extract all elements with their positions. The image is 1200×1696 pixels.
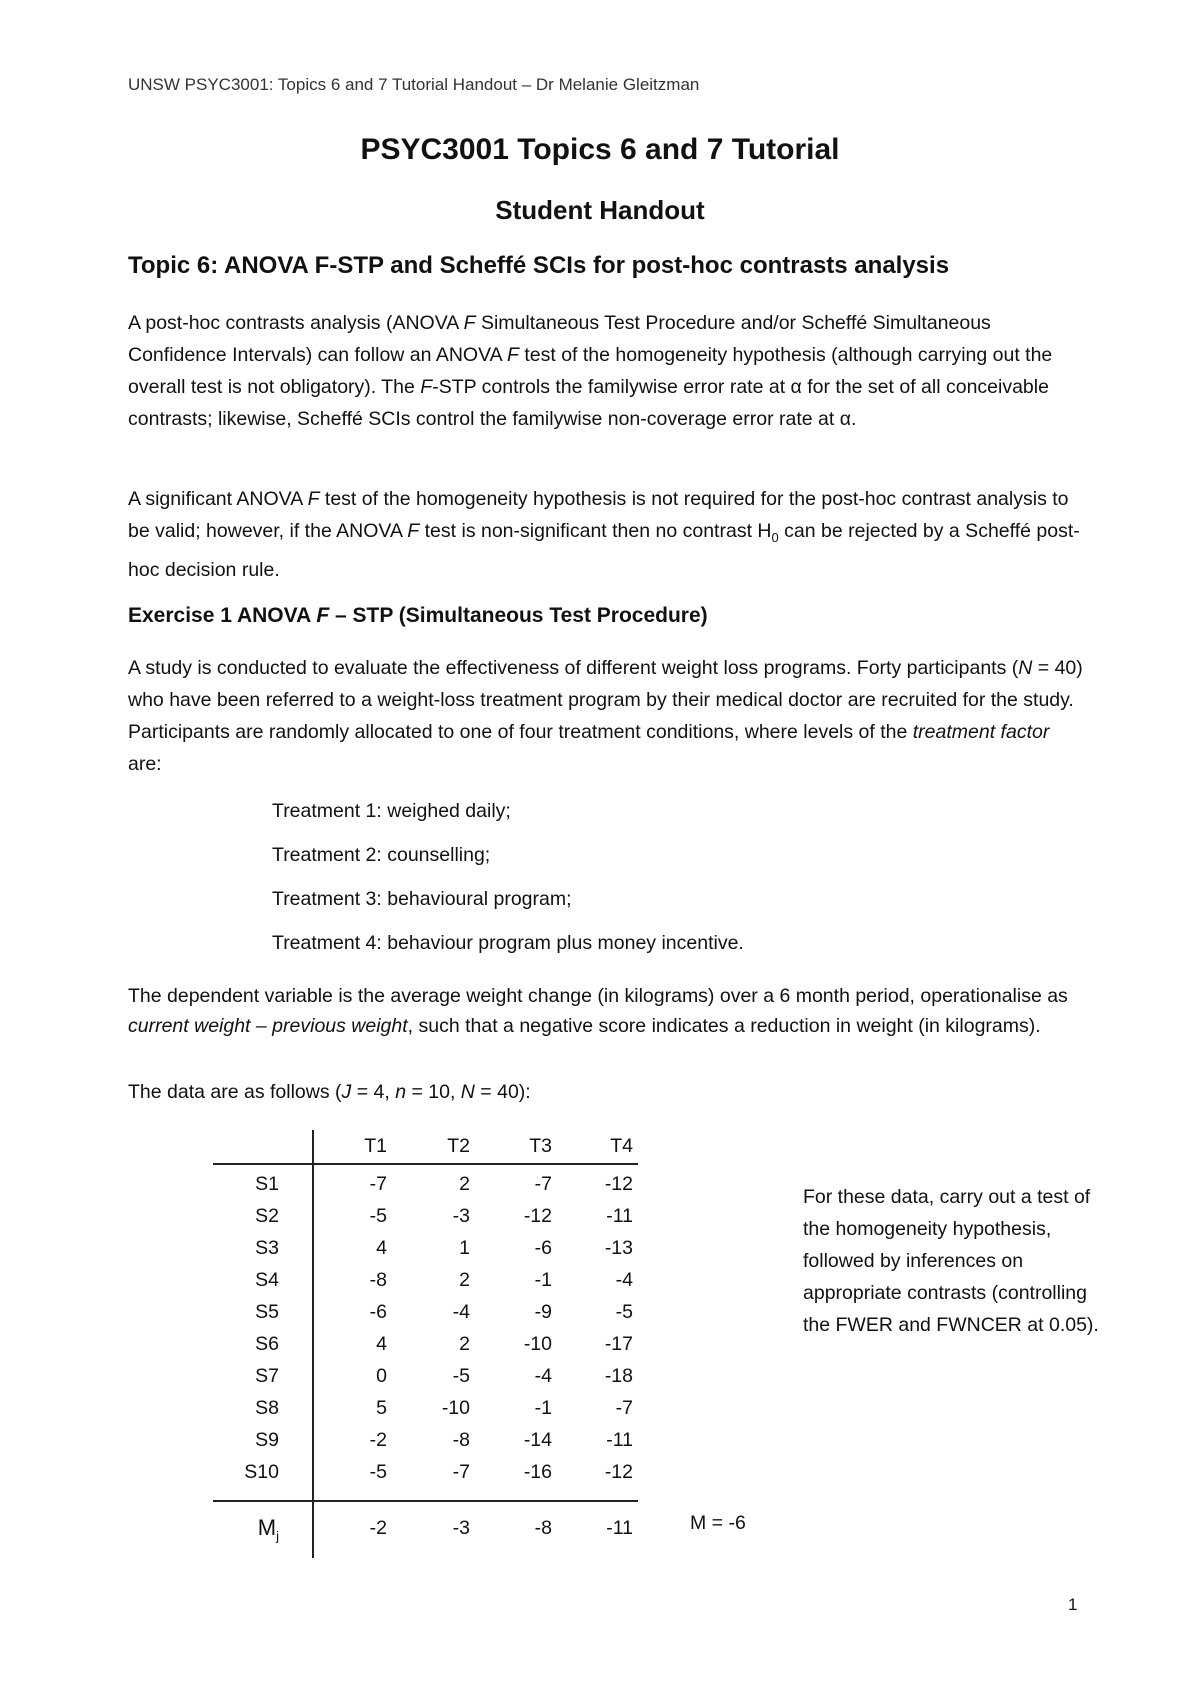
table-cell: -18 bbox=[604, 1365, 633, 1387]
table-cell: 5 bbox=[376, 1397, 387, 1419]
mean-cell: -3 bbox=[452, 1517, 470, 1539]
table-cell: -7 bbox=[615, 1397, 633, 1419]
table-cell: -4 bbox=[615, 1269, 633, 1291]
row-label: S5 bbox=[255, 1301, 279, 1323]
table-cell: 4 bbox=[376, 1333, 387, 1355]
table-cell: -1 bbox=[534, 1269, 552, 1291]
table-cell: -10 bbox=[523, 1333, 552, 1355]
table-means-rule bbox=[213, 1500, 638, 1502]
treatment-4: Treatment 4: behaviour program plus money incentive. bbox=[272, 932, 744, 954]
row-label: S6 bbox=[255, 1333, 279, 1355]
exercise1-heading: Exercise 1 ANOVA F – STP (Simultaneous Test Procedure) bbox=[128, 604, 708, 627]
table-cell: -9 bbox=[534, 1301, 552, 1323]
table-cell: 0 bbox=[376, 1365, 387, 1387]
row-label: S3 bbox=[255, 1237, 279, 1259]
table-cell: -17 bbox=[604, 1333, 633, 1355]
table-cell: -7 bbox=[452, 1461, 470, 1483]
document-subtitle: Student Handout bbox=[495, 195, 705, 225]
mean-cell: -8 bbox=[534, 1517, 552, 1539]
study-paragraph: A study is conducted to evaluate the effectiveness of different weight loss programs. Forty participants (N = 40) who have been referred to a weight-loss treatment program by their medical doctor are recruited for the study. Participants are randomly allocated to one of four treatment conditions, where levels of the treatment factor are: bbox=[128, 657, 1083, 775]
table-cell: -10 bbox=[441, 1397, 470, 1419]
table-cell: -6 bbox=[534, 1237, 552, 1259]
table-cell: -8 bbox=[369, 1269, 387, 1291]
table-cell: -8 bbox=[452, 1429, 470, 1451]
treatment-3: Treatment 3: behavioural program; bbox=[272, 888, 572, 910]
table-cell: -6 bbox=[369, 1301, 387, 1323]
grand-mean: M = -6 bbox=[690, 1512, 746, 1534]
table-cell: -5 bbox=[615, 1301, 633, 1323]
table-cell: -5 bbox=[369, 1205, 387, 1227]
table-cell: -7 bbox=[369, 1173, 387, 1195]
table-cell: 2 bbox=[459, 1333, 470, 1355]
mean-cell: -2 bbox=[369, 1517, 387, 1539]
intro-paragraph-1: A post-hoc contrasts analysis (ANOVA F Simultaneous Test Procedure and/or Scheffé Simultaneous Confidence Intervals) can follow an ANOVA F test of the homogeneity hypothesis (although carrying out the overall test is not obligatory). The F-STP controls the familywise error rate at α for the set of all conceivable contrasts; likewise, Scheffé SCIs control the familywise non-coverage error rate at α. bbox=[128, 312, 1053, 430]
row-label: S9 bbox=[255, 1429, 279, 1451]
treatment-2: Treatment 2: counselling; bbox=[272, 844, 491, 866]
table-cell: -14 bbox=[523, 1429, 552, 1451]
table-cell: -5 bbox=[452, 1365, 470, 1387]
row-label: S1 bbox=[255, 1173, 279, 1195]
column-header: T3 bbox=[529, 1135, 552, 1157]
treatment-1: Treatment 1: weighed daily; bbox=[272, 800, 511, 822]
table-cell: -11 bbox=[606, 1429, 633, 1451]
table-cell: 1 bbox=[459, 1237, 470, 1259]
intro-paragraph-2: A significant ANOVA F test of the homogeneity hypothesis is not required for the post-hoc contrast analysis to be valid; however, if the ANOVA F test is non-significant then no contrast $H_0$ can be rejected by a Scheffé post-hoc decision rule. bbox=[128, 488, 1080, 581]
column-header: T4 bbox=[610, 1135, 633, 1157]
document-title: PSYC3001 Topics 6 and 7 Tutorial bbox=[360, 133, 840, 166]
table-cell: -1 bbox=[534, 1397, 552, 1419]
row-label: S2 bbox=[255, 1205, 279, 1227]
table-header-rule bbox=[213, 1163, 638, 1165]
table-cell: -12 bbox=[604, 1173, 633, 1195]
column-header: T2 bbox=[447, 1135, 470, 1157]
table-cell: 2 bbox=[459, 1269, 470, 1291]
table-cell: -16 bbox=[523, 1461, 552, 1483]
table-cell: -7 bbox=[534, 1173, 552, 1195]
table-vertical-rule bbox=[312, 1130, 314, 1558]
table-cell: -13 bbox=[604, 1237, 633, 1259]
mean-cell: -11 bbox=[606, 1517, 633, 1539]
dv-paragraph: The dependent variable is the average weight change (in kilograms) over a 6 month period, operationalise as current weight – previous weight, such that a negative score indicates a reduction in weight (in kilograms). bbox=[128, 985, 1068, 1037]
table-cell: -2 bbox=[369, 1429, 387, 1451]
means-label: $M_j$ bbox=[257, 1515, 279, 1544]
column-header: T1 bbox=[364, 1135, 387, 1157]
table-cell: -4 bbox=[452, 1301, 470, 1323]
table-cell: -3 bbox=[452, 1205, 470, 1227]
table-cell: -4 bbox=[534, 1365, 552, 1387]
exercise-instruction: For these data, carry out a test of the homogeneity hypothesis, followed by inferences on appropriate contrasts (controlling the FWER and FWNCER at 0.05). bbox=[803, 1186, 1099, 1336]
table-cell: -5 bbox=[369, 1461, 387, 1483]
table-cell: 2 bbox=[459, 1173, 470, 1195]
page-number: 1 bbox=[1068, 1595, 1078, 1614]
row-label: S10 bbox=[244, 1461, 279, 1483]
table-cell: -12 bbox=[523, 1205, 552, 1227]
row-label: S4 bbox=[255, 1269, 279, 1291]
row-label: S7 bbox=[255, 1365, 279, 1387]
data-intro: The data are as follows (J = 4, n = 10, N = 40): bbox=[128, 1081, 531, 1103]
table-cell: 4 bbox=[376, 1237, 387, 1259]
page-header: UNSW PSYC3001: Topics 6 and 7 Tutorial Handout – Dr Melanie Gleitzman bbox=[128, 75, 700, 94]
row-label: S8 bbox=[255, 1397, 279, 1419]
table-cell: -12 bbox=[604, 1461, 633, 1483]
topic6-heading: Topic 6: ANOVA F-STP and Scheffé SCIs for post-hoc contrasts analysis bbox=[128, 252, 950, 279]
table-cell: -11 bbox=[606, 1205, 633, 1227]
